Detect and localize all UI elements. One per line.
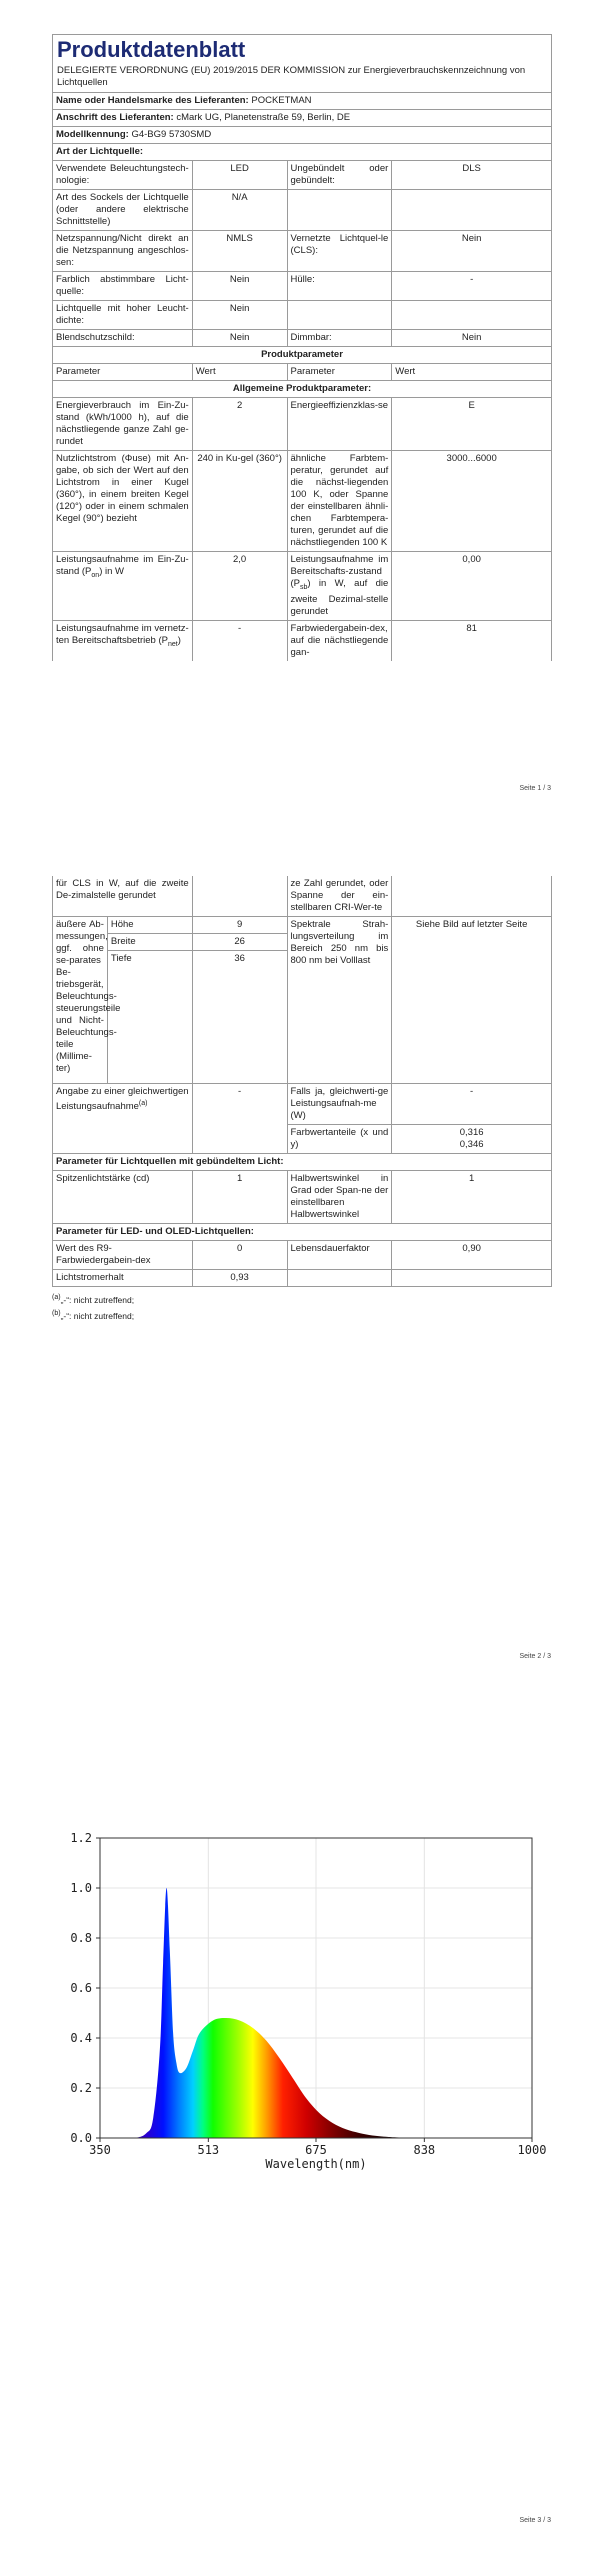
y-tick-label: 0.6 xyxy=(70,1981,92,1995)
param-value: - xyxy=(192,1084,287,1154)
x-tick-label: 1000 xyxy=(517,2143,547,2157)
type-value: NMLS xyxy=(192,231,287,272)
spectrum-label: Spektrale Strah-lungsverteilung im Bereich 250 nm bis 800 nm bei Volllast xyxy=(287,917,392,1084)
footnote-mark: (b) xyxy=(52,1309,61,1317)
param-label xyxy=(53,620,193,661)
model-label: Modellkennung: xyxy=(56,129,129,140)
param-row xyxy=(53,1171,552,1224)
datasheet-table-page-2 xyxy=(52,876,552,1323)
led-parameters-heading: Parameter für LED- und OLED-Lichtquellen: xyxy=(53,1224,552,1241)
param-label-subscript: sb xyxy=(300,583,308,591)
param-value: 240 in Ku-gel (360°) xyxy=(192,451,287,552)
page-number: Seite 1 / 3 xyxy=(519,785,551,792)
param-label: Lebensdauerfaktor xyxy=(287,1241,392,1270)
height-value: 9 xyxy=(192,917,287,934)
width-label: Breite xyxy=(107,934,192,951)
type-label: Farblich abstimmbare Licht-quelle: xyxy=(53,272,193,301)
dimensions-row xyxy=(53,917,552,934)
type-row xyxy=(53,272,552,301)
depth-label: Tiefe xyxy=(107,951,192,1084)
parameter-header-row xyxy=(53,364,552,381)
y-tick-label: 0.2 xyxy=(70,2081,92,2095)
document-title: Produktdatenblatt xyxy=(57,37,246,62)
param-value: 81 xyxy=(392,620,552,661)
param-value: 0 xyxy=(192,1241,287,1270)
param-label-text: ) in W xyxy=(99,566,124,577)
type-value: Nein xyxy=(192,301,287,330)
param-value: 2,0 xyxy=(192,552,287,621)
param-label: Energieeffizienzklas-se xyxy=(287,398,392,451)
param-label: Halbwertswinkel in Grad oder Span-ne der einstellbaren Halbwertswinkel xyxy=(287,1171,392,1224)
chromaticity-x: 0,316 xyxy=(459,1127,484,1138)
param-label-text: Leistungsaufnahme im vernetz-ten Bereitschaftsbetrieb (P xyxy=(56,622,189,646)
y-tick-label: 0.8 xyxy=(70,1931,92,1945)
page-number: Seite 2 / 3 xyxy=(519,1653,551,1660)
param-label-text: Leistungsaufnahme im Ein-Zu-stand (P xyxy=(56,554,189,577)
y-tick-label: 0.0 xyxy=(70,2131,92,2145)
footnote-a xyxy=(52,1291,552,1307)
y-axis-ticks xyxy=(70,1831,100,2145)
supplier-name: POCKETMAN xyxy=(251,95,312,106)
param-value: 3000...6000 xyxy=(392,451,552,552)
spectrum-chart xyxy=(0,1808,603,2178)
param-label-text: ) xyxy=(177,634,181,646)
footnote-mark: (a) xyxy=(52,1294,61,1301)
type-row xyxy=(53,231,552,272)
x-tick-label: 350 xyxy=(89,2143,111,2157)
depth-value: 36 xyxy=(192,951,287,1084)
param-value: 0,93 xyxy=(192,1270,287,1287)
page-2 xyxy=(0,820,603,1680)
general-parameters-heading: Allgemeine Produktparameter: xyxy=(53,381,552,398)
param-value: 1 xyxy=(192,1171,287,1224)
x-axis-label: Wavelength(nm) xyxy=(265,2157,367,2171)
product-parameters-heading: Produktparameter xyxy=(53,347,552,364)
regulation-text: DELEGIERTE VERORDNUNG (EU) 2019/2015 DER KOMMISSION zur Energieverbrauchskennzeichnung von Lichtquellen xyxy=(57,65,526,88)
param-label: ähnliche Farbtem-peratur, gerundet auf die nächst-liegenden 100 K, oder Spanne der einstellbaren ähnli-chen Farbtempera-turen, gerundet auf die nächstliegenden 100 K xyxy=(287,451,392,552)
type-value: Nein xyxy=(392,231,552,272)
param-value: 0,90 xyxy=(392,1241,552,1270)
param-row xyxy=(53,451,552,552)
param-label-subscript: net xyxy=(167,640,178,648)
y-tick-label: 1.0 xyxy=(70,1881,92,1895)
param-row xyxy=(53,552,552,621)
page-1 xyxy=(0,0,603,820)
param-label xyxy=(53,552,193,621)
type-label xyxy=(287,301,392,330)
type-value: Nein xyxy=(192,330,287,347)
model-row xyxy=(53,127,552,144)
dimensions-label: äußere Ab-messungen, ggf. ohne se-parates Be-triebsgerät, Beleuchtungs-steuerungsteile und Nicht-Beleuchtungs-teile (Millime-ter) xyxy=(53,917,108,1084)
type-label: Art des Sockels der Lichtquelle (oder andere elektrische Schnittstelle) xyxy=(53,190,193,231)
type-row xyxy=(53,330,552,347)
param-value xyxy=(192,876,287,917)
column-header: Wert xyxy=(392,364,552,381)
supplier-address-label: Anschrift des Lieferanten: xyxy=(56,112,174,123)
param-label: Nutzlichtstrom (Φuse) mit An-gabe, ob sich der Wert auf den Lichtstrom in einer Kugel (360°), in einem breiten Kegel (120°) oder in einem schmalen Kegel (90°) bezieht xyxy=(53,451,193,552)
type-label: Vernetzte Lichtquel-le (CLS): xyxy=(287,231,392,272)
param-label: Spitzenlichtstärke (cd) xyxy=(53,1171,193,1224)
param-row xyxy=(53,876,552,917)
param-value: - xyxy=(192,620,287,661)
datasheet-table-page-1 xyxy=(52,34,552,661)
width-value: 26 xyxy=(192,934,287,951)
type-value: Nein xyxy=(392,330,552,347)
param-row xyxy=(53,620,552,661)
param-label-text: ) in W, auf die zweite Dezimal-stelle gerundet xyxy=(290,578,389,617)
type-label: Blendschutzschild: xyxy=(53,330,193,347)
footnote-ref: (a) xyxy=(138,1100,148,1107)
type-label: Hülle: xyxy=(287,272,392,301)
param-row xyxy=(53,1084,552,1125)
param-label: Wert des R9-Farbwiedergabein-dex xyxy=(53,1241,193,1270)
type-value: LED xyxy=(192,161,287,190)
param-value: 1 xyxy=(392,1171,552,1224)
param-label: Lichtstromerhalt xyxy=(53,1270,193,1287)
light-type-heading: Art der Lichtquelle: xyxy=(53,144,552,161)
param-value: 2 xyxy=(192,398,287,451)
param-value xyxy=(392,1125,552,1154)
param-label xyxy=(53,1084,193,1154)
type-row xyxy=(53,190,552,231)
type-label xyxy=(287,190,392,231)
column-header: Wert xyxy=(192,364,287,381)
type-value: - xyxy=(392,272,552,301)
param-label: für CLS in W, auf die zweite De-zimalstelle gerundet xyxy=(53,876,193,917)
type-value: DLS xyxy=(392,161,552,190)
x-tick-label: 675 xyxy=(305,2143,327,2157)
column-header: Parameter xyxy=(53,364,193,381)
type-label: Dimmbar: xyxy=(287,330,392,347)
type-label: Ungebündelt oder gebündelt: xyxy=(287,161,392,190)
x-axis-ticks xyxy=(89,2138,546,2157)
param-label-text: Leistungsaufnahme im Bereitschafts-zustand (P xyxy=(290,554,389,589)
page-3 xyxy=(0,1680,603,2560)
param-value: - xyxy=(392,1084,552,1125)
param-label: Farbwiedergabein-dex, auf die nächstliegende gan- xyxy=(287,620,392,661)
chromaticity-y: 0,346 xyxy=(459,1139,484,1150)
param-label-text: Angabe zu einer gleichwertigen Leistungsaufnahme xyxy=(56,1086,189,1113)
supplier-name-row xyxy=(53,93,552,110)
type-label: Netzspannung/Nicht direkt an die Netzspannung angeschlos-sen: xyxy=(53,231,193,272)
param-row xyxy=(53,398,552,451)
x-tick-label: 513 xyxy=(197,2143,220,2157)
param-label: Falls ja, gleichwerti-ge Leistungsaufnah-me (W) xyxy=(287,1084,392,1125)
directional-parameters-heading: Parameter für Lichtquellen mit gebündeltem Licht: xyxy=(53,1154,552,1171)
page-number: Seite 3 / 3 xyxy=(519,2517,551,2524)
param-value: E xyxy=(392,398,552,451)
type-label: Verwendete Beleuchtungstech-nologie: xyxy=(53,161,193,190)
param-label xyxy=(287,1270,392,1287)
y-tick-label: 0.4 xyxy=(70,2031,92,2045)
type-value: N/A xyxy=(192,190,287,231)
column-header: Parameter xyxy=(287,364,392,381)
type-value: Nein xyxy=(192,272,287,301)
y-tick-label: 1.2 xyxy=(70,1831,92,1845)
param-row xyxy=(53,1241,552,1270)
height-label: Höhe xyxy=(107,917,192,934)
param-value: 0,00 xyxy=(392,552,552,621)
footnotes xyxy=(52,1291,552,1323)
type-value xyxy=(392,301,552,330)
footnote-b xyxy=(52,1307,552,1323)
param-row xyxy=(53,1270,552,1287)
param-label: ze Zahl gerundet, oder Spanne der ein-stellbaren CRI-Wer-te xyxy=(287,876,392,917)
type-row xyxy=(53,301,552,330)
param-label-subscript: on xyxy=(91,571,100,579)
param-value xyxy=(392,1270,552,1287)
footnote-text: „-“: nicht zutreffend; xyxy=(60,1294,135,1305)
type-value xyxy=(392,190,552,231)
type-label: Lichtquelle mit hoher Leucht-dichte: xyxy=(53,301,193,330)
param-label: Farbwertanteile (x und y) xyxy=(287,1125,392,1154)
footnote-text: „-“: nicht zutreffend; xyxy=(60,1310,135,1321)
type-row xyxy=(53,161,552,190)
param-label: Energieverbrauch im Ein-Zu-stand (kWh/1000 h), auf die nächstliegende ganze Zahl ge-rundet xyxy=(53,398,193,451)
param-label xyxy=(287,552,392,621)
supplier-name-label: Name oder Handelsmarke des Lieferanten: xyxy=(56,95,249,106)
supplier-address: cMark UG, Planetenstraße 59, Berlin, DE xyxy=(176,112,351,123)
param-value xyxy=(392,876,552,917)
model-id: G4-BG9 5730SMD xyxy=(131,129,212,140)
supplier-address-row xyxy=(53,110,552,127)
x-tick-label: 838 xyxy=(413,2143,436,2157)
spectrum-value: Siehe Bild auf letzter Seite xyxy=(392,917,552,1084)
